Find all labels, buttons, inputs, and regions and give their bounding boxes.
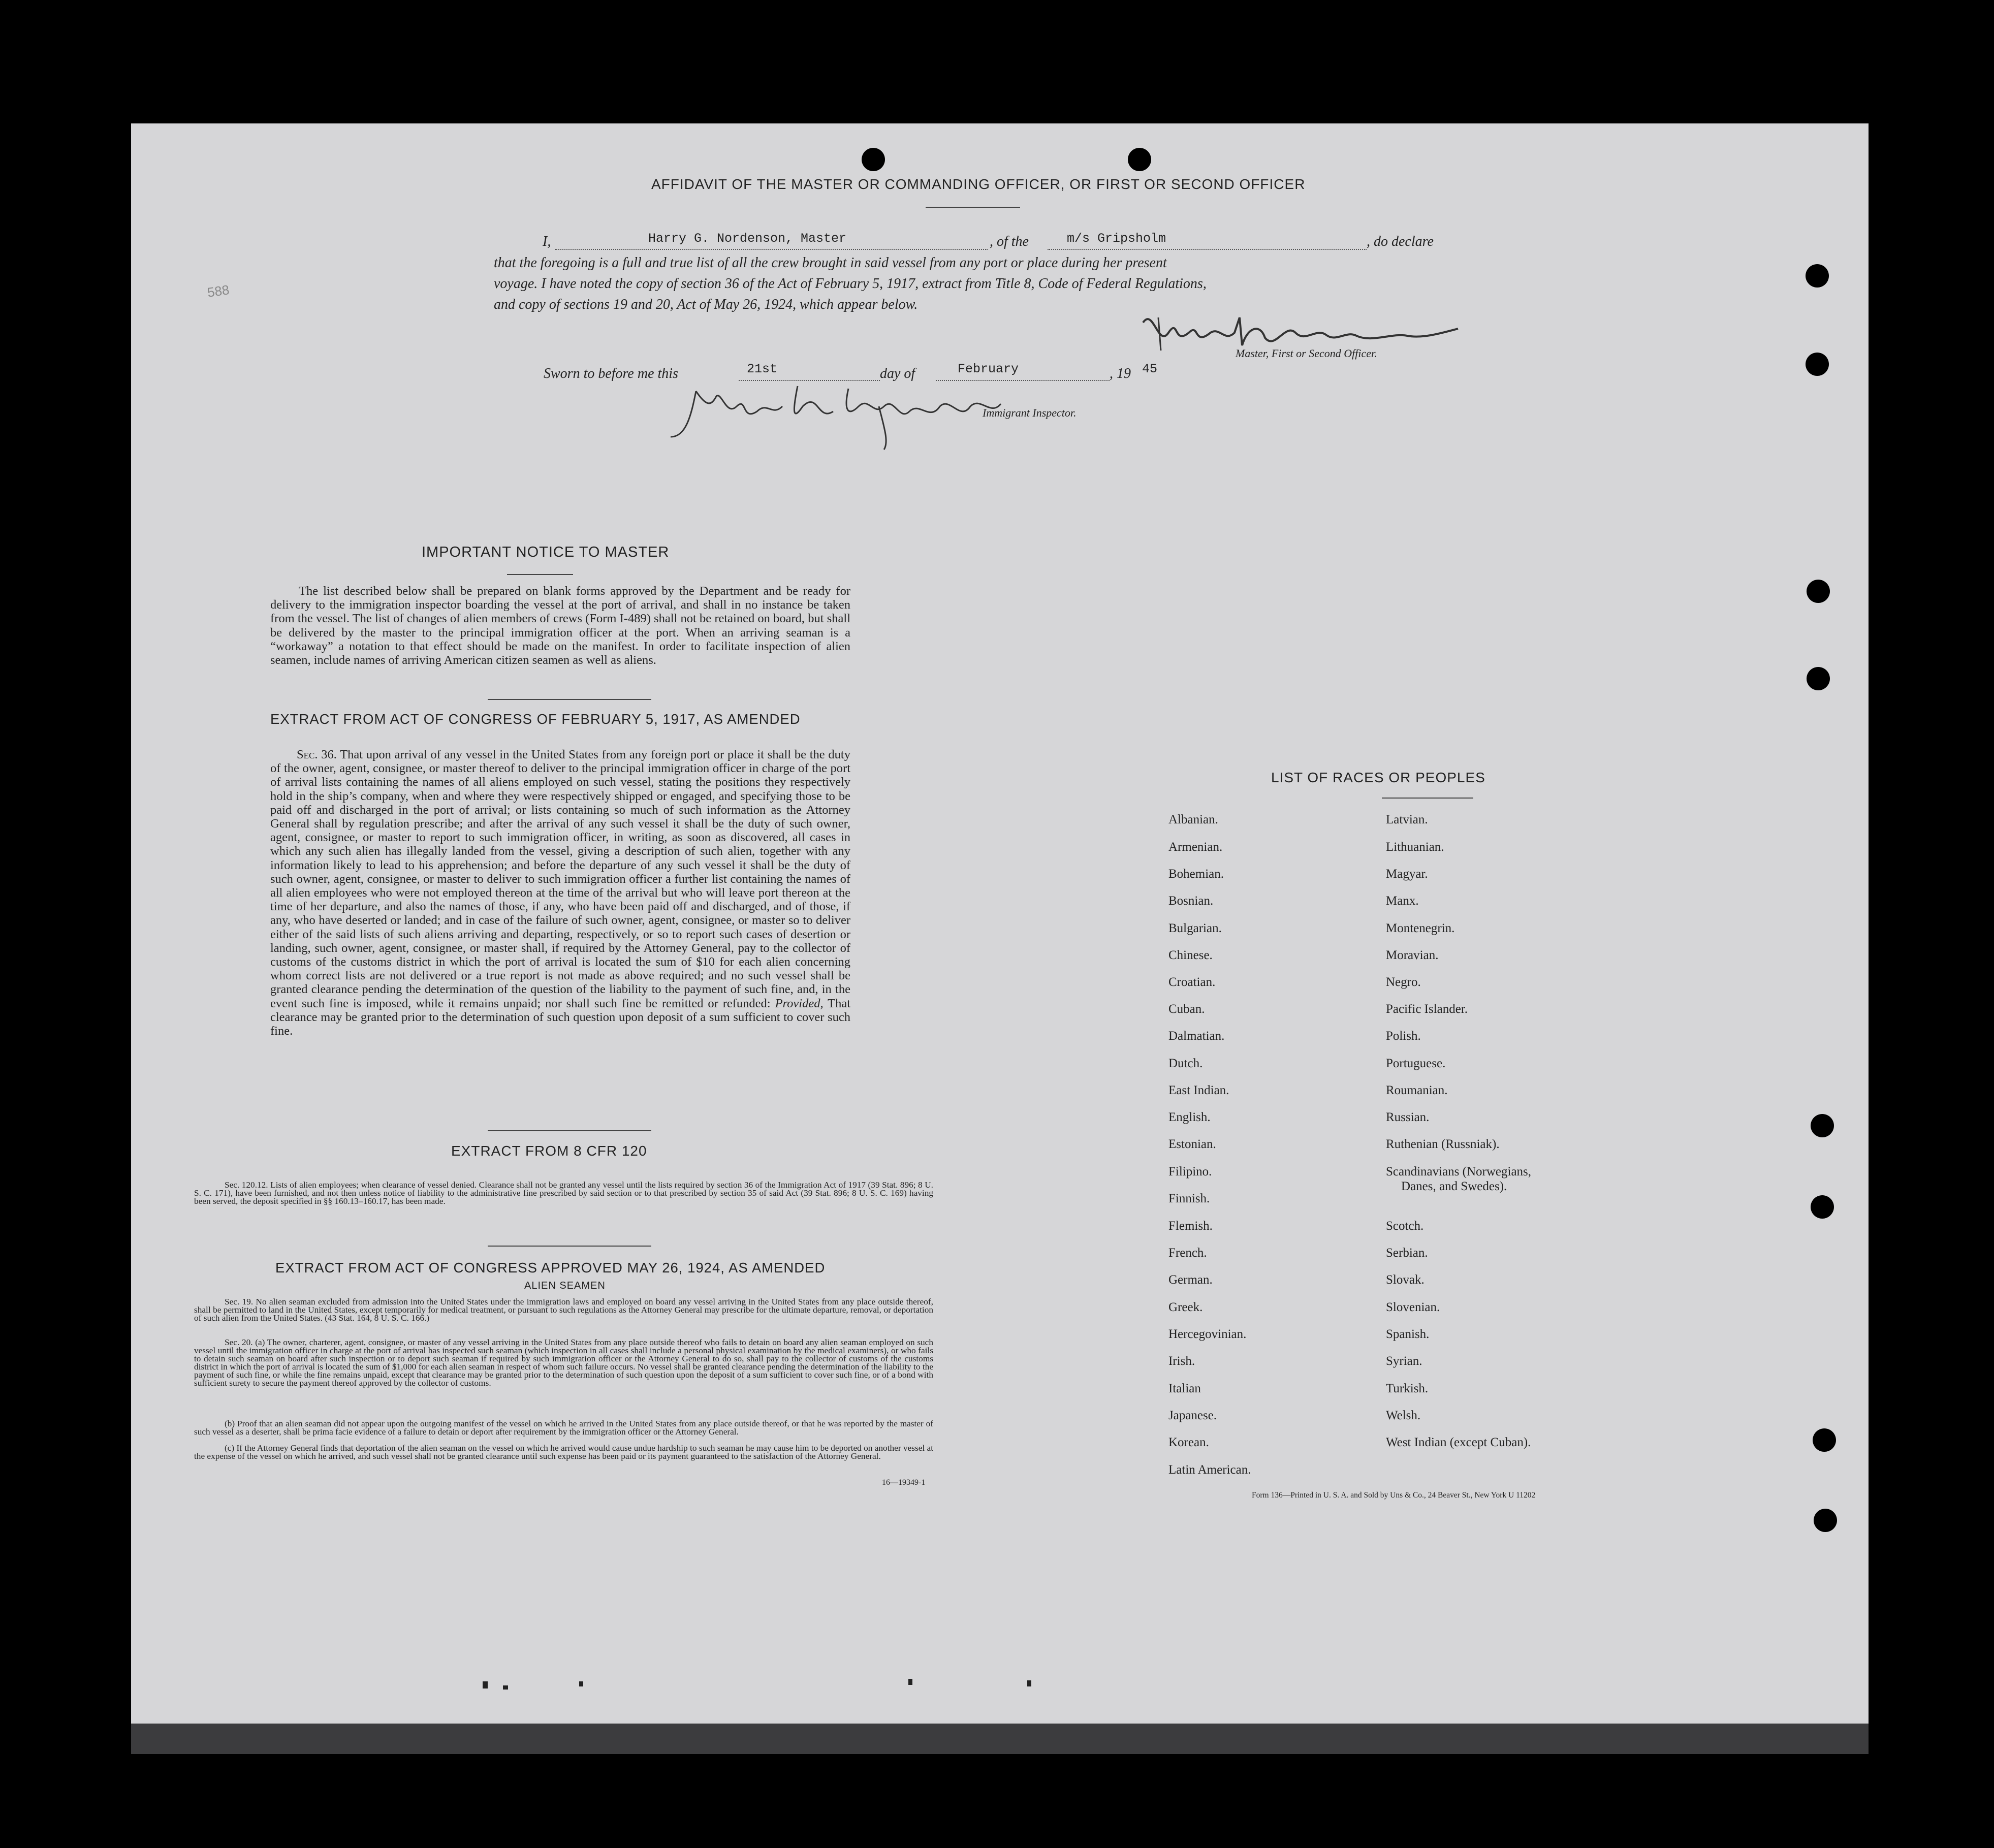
race-item: Japanese. [1168,1409,1217,1422]
race-item: Greek. [1168,1300,1203,1314]
race-item: German. [1168,1273,1213,1287]
cfr-end-rule [488,1246,651,1247]
race-item: Estonian. [1168,1137,1216,1151]
race-item: Negro. [1386,975,1421,989]
master-caption: Master, First or Second Officer. [1236,347,1377,360]
punch-hole [1814,1509,1837,1532]
race-item: Latvian. [1386,813,1428,826]
affidavit-body-line-3: and copy of sections 19 and 20, Act of May 26, 1924, which appear below. [494,297,918,312]
race-item: Dutch. [1168,1057,1203,1070]
act-1917-body: That upon arrival of any vessel in the United States from any foreign port or place it shall be the duty of the owner, agent, consignee, or master thereof to deliver to the principal immigration officer in charge of the port of arrival lists containing the names of all aliens employed on such vessel, stating the positions they respectively hold in the ship’s company, when and where they were respectively shipped or engaged, and specifying those to be paid off and discharged in the port of arrival; or lists containing so much of such information as the Attorney General shall by regulation prescribe; and after the arrival of any such vessel it shall be the duty of such owner, agent, consignee, or master to report to such immigration officer, in writing, as soon as discovered, all cases in which any such alien has illegally landed from the vessel, giving a description of such alien, together with any information likely to lead to his apprehension; and before the departure of any such vessel it shall be the duty of such owner, agent, consignee, or master to deliver to such immigration officer a further list containing the names of all alien employees who were not employed thereon at the time of the arrival but who will leave port thereon at the time of her departure, and also the names of those, if any, who have been paid off and discharged, and of those, if any, who have deserted or landed; and in case of the failure of such owner, agent, consignee, or master so to deliver either of the said lists of such aliens arriving and departing, respectively, or so to report such cases of desertion or landing, such owner, agent, consignee, or master shall, if required by the Attorney General, pay to the collector of customs of the customs district in which the port of arrival is located the sum of $10 for each alien concerning whom correct lists are not delivered or a true report is not made as above required; and no such vessel shall be granted clearance pending the determination of the question of the liability to the payment of such fine, and, in the event such fine is imposed, while it remains unpaid; nor shall such fine be remitted or refunded: [270,748,850,1010]
race-item: Montenegrin. [1386,921,1455,935]
races-title: LIST OF RACES OR PEOPLES [1271,770,1485,785]
affidavit-i-label: I, [543,234,551,249]
race-item: Cuban. [1168,1002,1205,1016]
scan-mark [503,1685,508,1690]
race-item: Turkish. [1386,1382,1429,1395]
race-item: Bulgarian. [1168,921,1222,935]
race-item: Portuguese. [1386,1057,1446,1070]
inspector-caption: Immigrant Inspector. [983,406,1077,419]
race-item: Lithuanian. [1386,840,1444,854]
margin-stamp: 588 [206,282,231,300]
race-item: Slovak. [1386,1273,1425,1287]
race-item: Scandinavians (Norwegians, [1386,1165,1532,1178]
race-item: Danes, and Swedes). [1401,1180,1507,1193]
form-printer-footer: Form 136—Printed in U. S. A. and Sold by Uns & Co., 24 Beaver St., New York U 11202 [1252,1491,1536,1500]
of-the-label: , of the [990,234,1029,249]
race-item: French. [1168,1246,1207,1260]
year-prefix: , 19 [1110,366,1131,381]
races-rule [1382,798,1473,799]
master-name-field: Harry G. Nordenson, Master [648,231,847,246]
act-1917-title: EXTRACT FROM ACT OF CONGRESS OF FEBRUARY 5, 1917, AS AMENDED [270,711,801,727]
race-item: Bosnian. [1168,894,1214,908]
notice-title: IMPORTANT NOTICE TO MASTER [422,544,670,560]
act-1924-title: EXTRACT FROM ACT OF CONGRESS APPROVED MAY 26, 1924, AS AMENDED [275,1260,826,1276]
scan-mark [908,1679,912,1685]
race-item: Flemish. [1168,1219,1213,1233]
act-1924-sec19: Sec. 19. No alien seaman excluded from admission into the United States under the immigration laws and employed on board any vessel arriving in the United States from any place outside thereof, shall be permitted to land in the United States, except temporarily for medical treatment, or pursuant to such regulations as the Attorney General may prescribe for the ultimate departure, removal, or deportation of such alien from the United States. (43 Stat. 164, 8 U. S. C. 166.) [194,1297,933,1323]
notice-end-rule [488,699,651,700]
form-code: 16—19349-1 [882,1478,926,1487]
scan-mark [1027,1680,1031,1686]
notice-rule [507,574,573,575]
race-item: Dalmatian. [1168,1029,1225,1043]
scan-mark [483,1681,488,1688]
race-item: Armenian. [1168,840,1223,854]
race-item: Albanian. [1168,813,1218,826]
cfr-text: Sec. 120.12. Lists of alien employees; when clearance of vessel denied. Clearance shall not be granted any vessel until the lists required by section 36 of the Immigration Act of 1917 (39 Stat. 896; 8 U. S. C. 171), have been furnished, and not then unless notice of liability to the administrative fine prescribed by said section or to that prescribed by section 35 of said Act (39 Stat. 896; 8 U. S. C. 169) having been served, the deposit specified in §§ 160.13–160.17, has been made. [194,1180,933,1206]
day-of-label: day of [880,366,915,381]
cfr-title: EXTRACT FROM 8 CFR 120 [451,1143,647,1159]
act-1924-sec20a: Sec. 20. (a) The owner, charterer, agent, consignee, or master of any vessel arriving in the United States from any place outside thereof who fails to detain on board any alien seaman employed on such vessel until the immigration officer in charge at the port of arrival has inspected such seaman (which inspection in all cases shall include a personal physical examination by the medical examiners), or who fails to detain such seaman on board after such inspection or to deport such seaman if required by such immigration officer or the Attorney General to do so, shall pay to the collector of customs of the customs district in which the port of arrival is located the sum of $1,000 for each alien seaman in respect of whom such failure occurs. No vessel shall be granted clearance pending the determination of the liability to the payment of such fine, or while the fine remains unpaid, except that clearance may be granted prior to the determination of such question upon the deposit of a sum sufficient to cover such fine, or of a bond with sufficient surety to secure the payment thereof approved by the collector of customs. [194,1337,933,1388]
act-1917-text [270,748,850,1038]
provided-word: Provided, [775,996,824,1010]
sworn-day-field: 21st [747,362,778,376]
race-item: Irish. [1168,1354,1195,1368]
punch-hole [862,148,885,171]
race-item: Italian [1168,1382,1201,1395]
affidavit-body-line-1: that the foregoing is a full and true list of all the crew brought in said vessel from any port or place during her present [494,255,1167,271]
race-item: Croatian. [1168,975,1216,989]
scan-mark [579,1681,583,1686]
race-item: West Indian (except Cuban). [1386,1436,1531,1449]
do-declare-label: , do declare [1367,234,1434,249]
race-item: Polish. [1386,1029,1421,1043]
punch-hole [1806,353,1829,376]
race-item: Bohemian. [1168,867,1224,881]
race-item: Chinese. [1168,948,1213,962]
race-item: Moravian. [1386,948,1439,962]
race-item: Finnish. [1168,1192,1210,1205]
punch-hole [1813,1428,1836,1452]
punch-hole [1807,580,1830,603]
sworn-label: Sworn to before me this [544,366,678,381]
race-item: Manx. [1386,894,1419,908]
act-1924-subtitle: ALIEN SEAMEN [524,1280,606,1291]
race-item: Hercegovinian. [1168,1327,1247,1341]
inspector-signature [666,376,1031,452]
race-item: Magyar. [1386,867,1428,881]
act-1924-sec20c: (c) If the Attorney General finds that deportation of the alien seaman on the vessel on which he arrived would cause undue hardship to such seaman he may cause him to be deported on another vessel at the expense of the vessel on which he arrived, and such vessel shall not be granted clearance until such expense has been paid or its payment guaranteed to the satisfaction of the Attorney General. [194,1443,933,1461]
race-item: Scotch. [1386,1219,1424,1233]
scan-border [131,1724,1869,1754]
act-1917-body-end: That clearance may be granted prior to the determination of such question upon deposit of a sum sufficient to cover such fine. [270,996,851,1038]
race-item: Korean. [1168,1436,1209,1449]
punch-hole [1811,1195,1834,1219]
race-item: Filipino. [1168,1165,1212,1178]
affidavit-body-line-2: voyage. I have noted the copy of section 36 of the Act of February 5, 1917, extract from Title 8, Code of Federal Regulations, [494,276,1207,292]
race-item: Ruthenian (Russniak). [1386,1137,1500,1151]
race-item: Welsh. [1386,1409,1421,1422]
race-item: Slovenian. [1386,1300,1440,1314]
race-item: Russian. [1386,1110,1430,1124]
act-1924-sec20b: (b) Proof that an alien seaman did not appear upon the outgoing manifest of the vessel on which he arrived in the United States from any place outside thereof, or that he was reported by the master of such vessel as a deserter, shall be prima facie evidence of a failure to detain or deport after requirement by the immigration officer or the Attorney General. [194,1419,933,1437]
race-item: Latin American. [1168,1463,1251,1477]
race-item: Roumanian. [1386,1084,1448,1097]
race-item: English. [1168,1110,1211,1124]
act-1917-section-label: Sec. 36. [297,748,337,761]
punch-hole [1806,264,1829,288]
race-item: Pacific Islander. [1386,1002,1468,1016]
affidavit-title-rule [926,207,1020,208]
punch-hole [1811,1114,1834,1137]
race-item: East Indian. [1168,1084,1229,1097]
name-line [555,249,988,250]
notice-text: The list described below shall be prepared on blank forms approved by the Department and be ready for delivery to the immigration inspector boarding the vessel at the port of arrival, and shall in no instance be taken from the vessel. The list of changes of alien members of crews (Form I-489) shall not be retained on board, but shall be delivered by the master to the principal immigration officer at the port. When an arriving seaman is a “workaway” a notation to that effect should be made on the manifest. In order to facilitate inspection of alien seamen, include names of arriving American citizen seamen as well as aliens. [270,584,850,667]
vessel-line [1048,249,1367,250]
act-1917-end-rule [488,1130,651,1131]
punch-hole [1128,148,1151,171]
affidavit-title: AFFIDAVIT OF THE MASTER OR COMMANDING OFFICER, OR FIRST OR SECOND OFFICER [651,176,1306,192]
punch-hole [1807,667,1830,690]
sworn-year-field: 45 [1142,362,1158,376]
sworn-month-field: February [958,362,1019,376]
vessel-name-field: m/s Gripsholm [1067,231,1166,246]
race-item: Syrian. [1386,1354,1422,1368]
race-item: Spanish. [1386,1327,1430,1341]
race-item: Serbian. [1386,1246,1428,1260]
